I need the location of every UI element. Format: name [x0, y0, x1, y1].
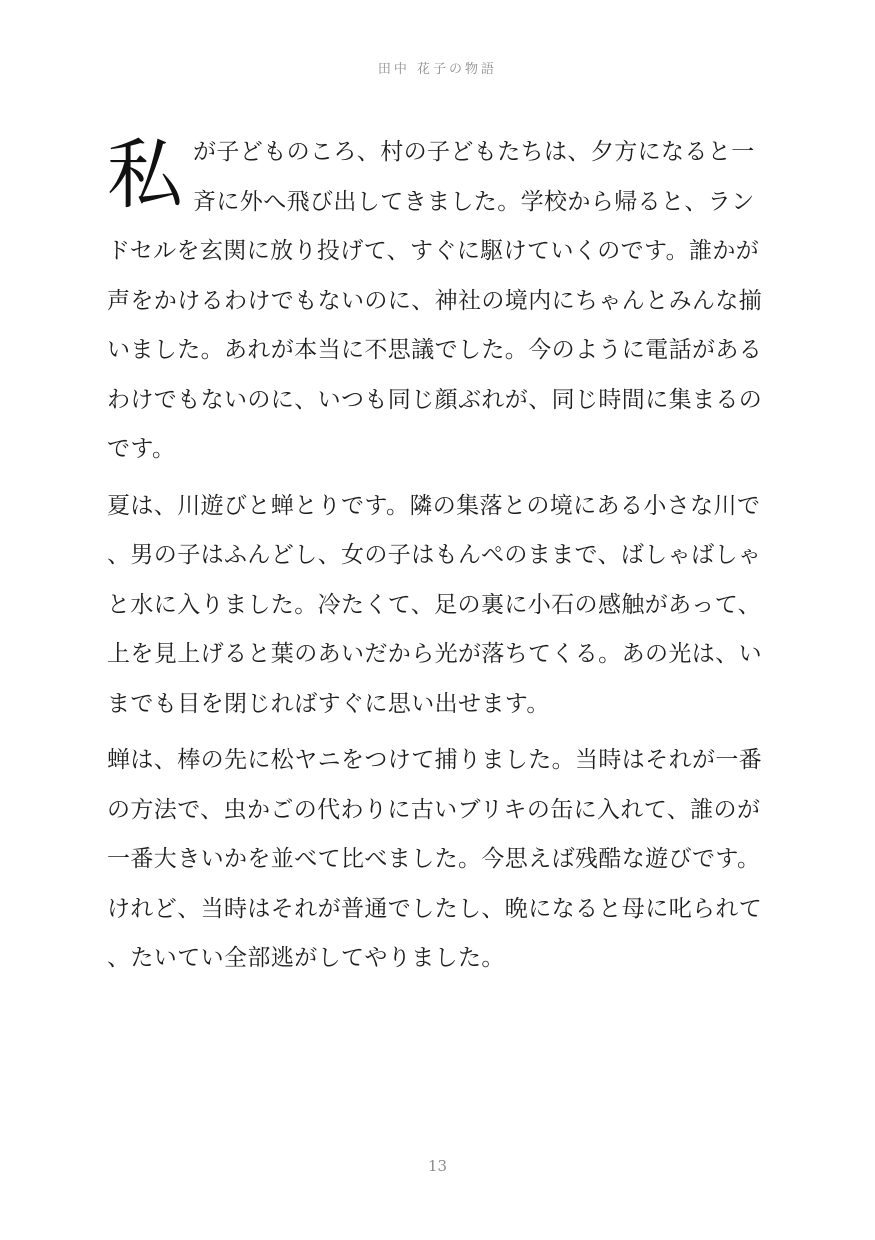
paragraph-1 — [107, 128, 772, 475]
paragraph-3: 蝉は、棒の先に松ヤニをつけて捕りました。当時はそれが一番の方法で、虫かごの代わりに古いブリキの缶に入れて、誰のが一番大きいかを並べて比べました。今思えば残酷な遊びです。けれど、当時はそれが普通でしたし、晩になると母に叱られて、たいてい全部逃がしてやりました。 — [107, 747, 763, 971]
story-body — [107, 128, 772, 984]
running-header-title: 田中 花子の物語 — [377, 62, 498, 77]
paragraph-1-text: が子どものころ、村の子どもたちは、夕方になると一斉に外へ飛び出してきました。学校から帰ると、ランドセルを玄関に放り投げて、すぐに駆けていくのです。誰かが声をかけるわけでもないのに、神社の境内にちゃんとみんな揃いました。あれが本当に不思議でした。今のように電話があるわけでもないのに、いつも同じ顔ぶれが、同じ時間に集まるのです。 — [107, 139, 763, 462]
paragraph-2: 夏は、川遊びと蝉とりです。隣の集落との境にある小さな川で、男の子はふんどし、女の子はもんぺのままで、ばしゃばしゃと水に入りました。冷たくて、足の裏に小石の感触があって、上を見上げると葉のあいだから光が落ちてくる。あの光は、いまでも目を閉じればすぐに思い出せます。 — [107, 492, 762, 717]
drop-cap: 私 — [107, 130, 184, 219]
page-number: 13 — [427, 1157, 448, 1175]
